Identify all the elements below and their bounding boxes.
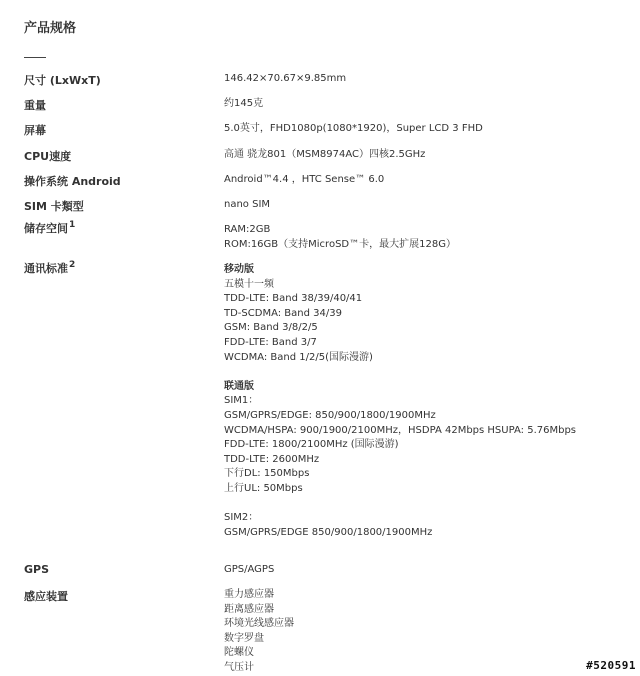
network-unicom-line: TDD-LTE: 2600MHz bbox=[224, 453, 320, 465]
footnote-marker: 1 bbox=[69, 220, 76, 230]
network-unicom-title: 联通版 bbox=[224, 380, 254, 392]
spec-label-sim: SIM 卡類型 bbox=[24, 200, 84, 213]
spec-value-size: 146.42×70.67×9.85mm bbox=[224, 73, 347, 84]
spec-label-cpu: CPU速度 bbox=[24, 150, 72, 163]
spec-value-sim: nano SIM bbox=[224, 199, 271, 210]
spec-value-gps: GPS/AGPS bbox=[224, 564, 275, 575]
sensor-item: 数字罗盘 bbox=[224, 632, 264, 644]
network-unicom-line: FDD-LTE: 1800/2100MHz (国际漫游) bbox=[224, 439, 399, 451]
network-unicom-line: 上行UL: 50Mbps bbox=[224, 482, 303, 494]
sensor-item: 重力感应器 bbox=[224, 589, 274, 600]
spec-label-network-text: 通讯标准 bbox=[24, 262, 68, 275]
network-unicom-sim2-line: GSM/GPRS/EDGE 850/900/1800/1900MHz bbox=[224, 526, 433, 538]
network-unicom-line: SIM1： bbox=[224, 395, 259, 407]
network-mobile-title: 移动版 bbox=[224, 264, 254, 275]
spec-value-sensors bbox=[224, 588, 294, 676]
spec-value-weight: 约145克 bbox=[224, 98, 264, 109]
footnote-marker: 2 bbox=[69, 260, 76, 270]
sensor-item: 距离感应器 bbox=[224, 603, 274, 615]
storage-rom: ROM:16GB（支持MicroSD™卡，最大扩展128G） bbox=[224, 238, 456, 250]
sensor-item: 陀螺仪 bbox=[224, 647, 254, 659]
network-mobile-line: TDD-LTE: Band 38/39/40/41 bbox=[224, 293, 363, 305]
sensor-item: 环境光线感应器 bbox=[224, 618, 294, 630]
spec-label-storage-text: 储存空间 bbox=[24, 222, 68, 235]
spec-label-screen: 屏幕 bbox=[24, 124, 46, 137]
network-unicom-line: WCDMA/HSPA: 900/1900/2100MHz，HSDPA 42Mbps HSUPA: 5.76Mbps bbox=[224, 424, 577, 436]
network-unicom-sim2-line: SIM2： bbox=[224, 512, 259, 524]
spec-label-weight: 重量 bbox=[24, 99, 46, 112]
watermark-id: #520591 bbox=[586, 659, 636, 672]
spec-value-cpu: 高通 骁龙801（MSM8974AC）四核2.5GHz bbox=[224, 149, 426, 160]
network-mobile-line: WCDMA: Band 1/2/5(国际漫游) bbox=[224, 351, 373, 363]
spec-value-network bbox=[224, 263, 576, 540]
spacer bbox=[224, 365, 576, 380]
storage-ram: RAM:2GB bbox=[224, 224, 271, 235]
network-mobile-line: GSM: Band 3/8/2/5 bbox=[224, 322, 318, 334]
spec-value-os: Android™4.4 ，HTC Sense™ 6.0 bbox=[224, 174, 385, 185]
page-title: 产品规格 bbox=[24, 21, 77, 36]
spec-value-storage bbox=[224, 223, 456, 252]
sensor-item: 气压计 bbox=[224, 661, 254, 673]
spacer bbox=[224, 497, 576, 512]
spec-label-os: 操作系统 Android bbox=[24, 175, 121, 188]
spec-label-gps: GPS bbox=[24, 563, 50, 576]
network-unicom-line: 下行DL: 150Mbps bbox=[224, 468, 310, 480]
network-unicom-line: GSM/GPRS/EDGE: 850/900/1800/1900MHz bbox=[224, 409, 436, 421]
spec-label-sensors: 感应装置 bbox=[24, 590, 68, 603]
title-divider bbox=[24, 57, 46, 58]
network-mobile-line: 五模十一频 bbox=[224, 278, 274, 290]
network-mobile-line: TD-SCDMA: Band 34/39 bbox=[224, 307, 342, 319]
spec-label-size: 尺寸 (LxWxT) bbox=[24, 74, 101, 87]
network-mobile-line: FDD-LTE: Band 3/7 bbox=[224, 336, 317, 348]
spec-label-network bbox=[24, 260, 75, 276]
spec-label-storage bbox=[24, 220, 75, 236]
spec-value-screen: 5.0英寸，FHD1080p(1080*1920)，Super LCD 3 FHD bbox=[224, 123, 483, 134]
